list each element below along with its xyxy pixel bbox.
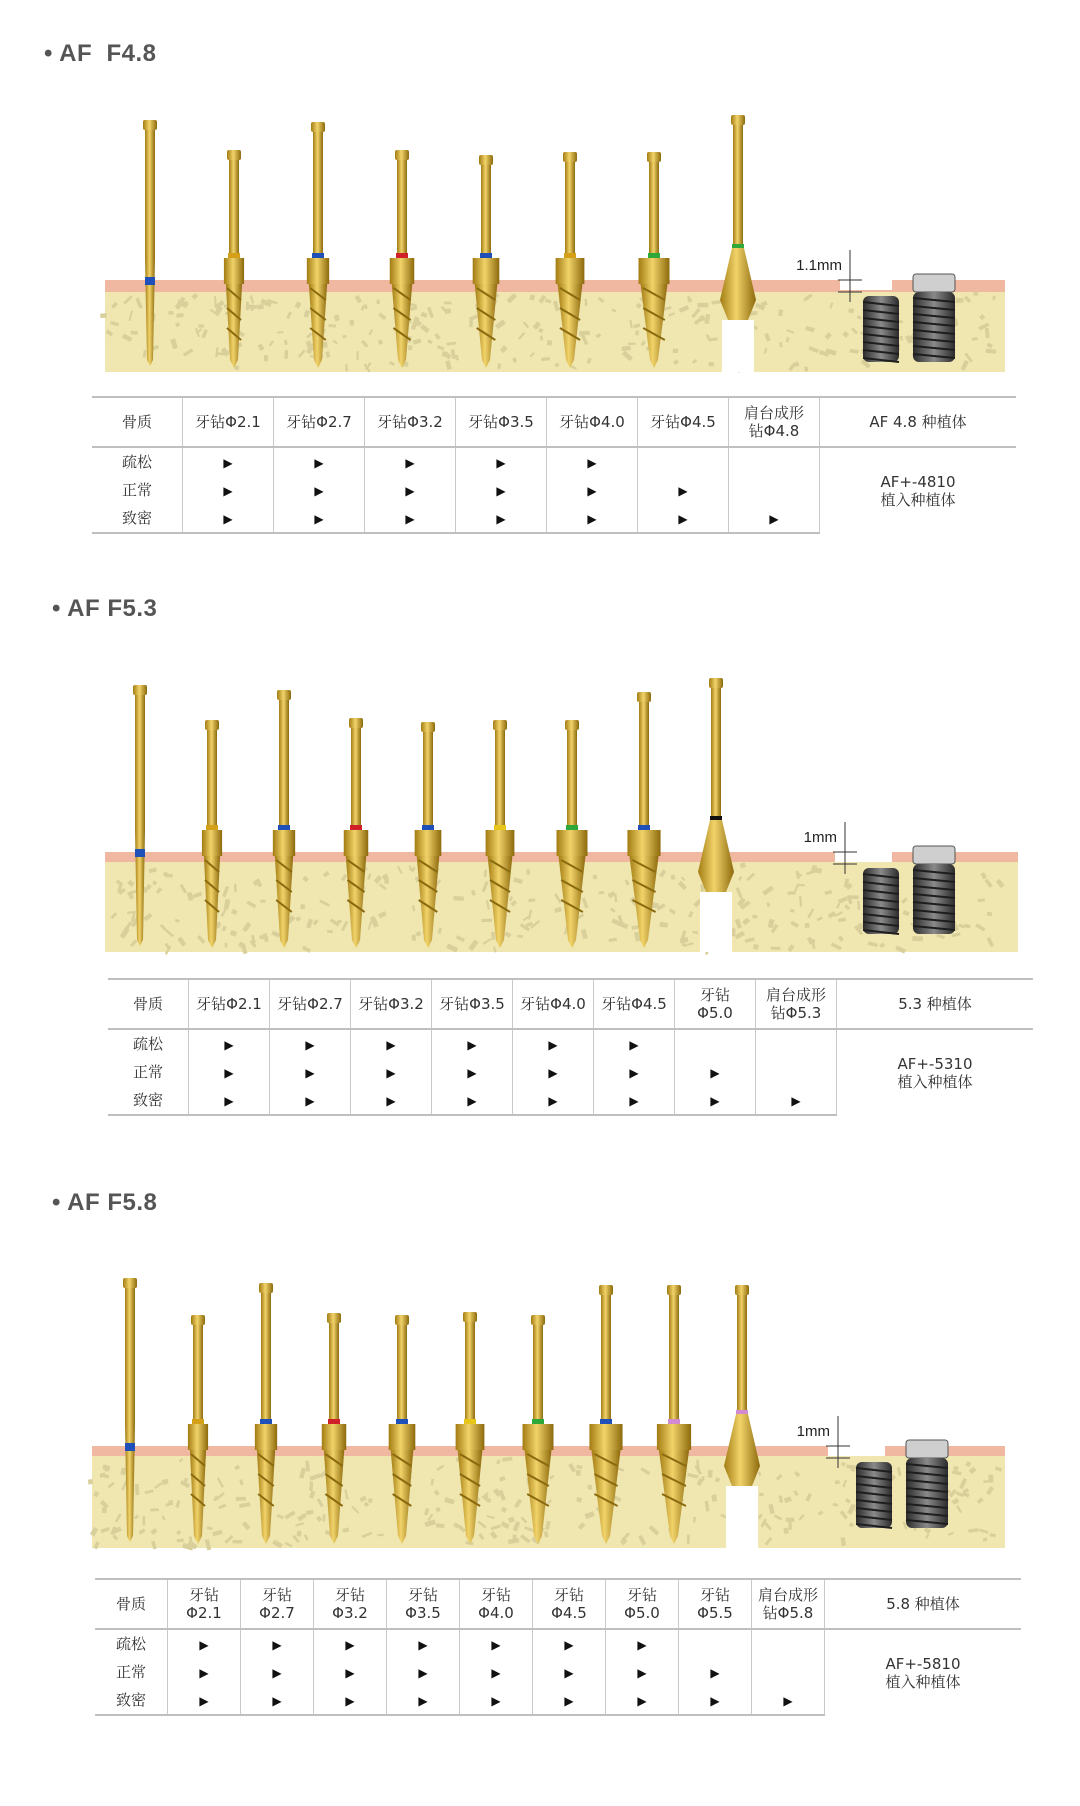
- play-triangle-icon: ▶: [710, 1666, 720, 1680]
- section-title: • AF F4.8: [44, 40, 157, 67]
- play-triangle-icon: ▶: [564, 1638, 574, 1652]
- play-triangle-icon: ▶: [678, 484, 688, 498]
- header-drill: 牙钻 Φ5.0: [675, 979, 756, 1029]
- drill-collar: [322, 1424, 346, 1450]
- drill-latch: [735, 1285, 749, 1295]
- play-triangle-icon: ▶: [637, 1694, 647, 1708]
- row-label: 正常: [115, 1663, 146, 1681]
- header-drill: 牙钻Φ3.2: [365, 397, 456, 447]
- play-triangle-icon: ▶: [386, 1066, 396, 1080]
- drill-shaft: [669, 1295, 679, 1424]
- play-triangle-icon: ▶: [224, 1094, 234, 1108]
- drill-shaft: [601, 1295, 611, 1424]
- table-cell: [533, 1629, 606, 1658]
- table-cell: [460, 1658, 533, 1686]
- play-triangle-icon: ▶: [587, 456, 597, 470]
- table-cell: [168, 1686, 241, 1715]
- play-triangle-icon: ▶: [199, 1666, 209, 1680]
- row-label: 致密: [92, 504, 183, 533]
- drill-collar: [456, 1424, 485, 1450]
- play-triangle-icon: ▶: [345, 1666, 355, 1680]
- play-triangle-icon: ▶: [418, 1694, 428, 1708]
- table-cell: [241, 1629, 314, 1658]
- play-triangle-icon: ▶: [491, 1694, 501, 1708]
- table-cell: [314, 1686, 387, 1715]
- table-cell: [387, 1658, 460, 1686]
- play-triangle-icon: ▶: [548, 1038, 558, 1052]
- table-cell: [606, 1686, 679, 1715]
- color-band: [736, 1410, 748, 1414]
- header-drill: 牙钻Φ2.1: [189, 979, 270, 1029]
- play-triangle-icon: ▶: [496, 512, 506, 526]
- drill-latch: [463, 1312, 477, 1322]
- color-band: [125, 1443, 135, 1451]
- table-cell: [533, 1658, 606, 1686]
- table-cell: [314, 1629, 387, 1658]
- header-drill: 牙钻 Φ3.5: [387, 1579, 460, 1629]
- header-drill: 牙钻 Φ2.7: [241, 1579, 314, 1629]
- play-triangle-icon: ▶: [272, 1694, 282, 1708]
- play-triangle-icon: ▶: [496, 456, 506, 470]
- row-label: 正常: [121, 481, 152, 499]
- drill-collar: [389, 1424, 416, 1450]
- play-triangle-icon: ▶: [305, 1038, 315, 1052]
- play-triangle-icon: ▶: [224, 1038, 234, 1052]
- table-cell: [241, 1658, 314, 1686]
- row-label: 致密: [95, 1686, 168, 1715]
- play-triangle-icon: ▶: [314, 512, 324, 526]
- play-triangle-icon: ▶: [564, 1666, 574, 1680]
- header-drill: 牙钻Φ2.7: [274, 397, 365, 447]
- table-cell: [168, 1658, 241, 1686]
- color-band: [192, 1419, 204, 1424]
- header-drill: 牙钻 Φ2.1: [168, 1579, 241, 1629]
- header-drill: 牙钻 Φ5.5: [679, 1579, 752, 1629]
- play-triangle-icon: ▶: [629, 1094, 639, 1108]
- play-triangle-icon: ▶: [678, 512, 688, 526]
- measure-label: 1mm: [796, 1423, 830, 1440]
- drill-latch: [531, 1315, 545, 1325]
- section-title: • AF F5.8: [52, 1189, 158, 1216]
- play-triangle-icon: ▶: [491, 1666, 501, 1680]
- implant-small: [856, 1462, 892, 1528]
- implant-code: AF+-4810 植入种植体: [820, 447, 1017, 533]
- table-cell: [752, 1629, 825, 1658]
- drill-latch: [327, 1313, 341, 1323]
- color-band: [532, 1419, 544, 1424]
- implant-code: AF+-5810 植入种植体: [825, 1629, 1022, 1715]
- play-triangle-icon: ▶: [223, 512, 233, 526]
- header-drill: 牙钻Φ3.5: [456, 397, 547, 447]
- measure-label: 1.1mm: [796, 257, 842, 274]
- play-triangle-icon: ▶: [467, 1094, 477, 1108]
- play-triangle-icon: ▶: [629, 1066, 639, 1080]
- header-implant: AF 4.8 种植体: [820, 397, 1017, 447]
- play-triangle-icon: ▶: [272, 1666, 282, 1680]
- play-triangle-icon: ▶: [710, 1694, 720, 1708]
- drill-shaft: [465, 1322, 475, 1424]
- play-triangle-icon: ▶: [405, 484, 415, 498]
- header-drill: 牙钻Φ3.5: [432, 979, 513, 1029]
- table-cell: [460, 1686, 533, 1715]
- play-triangle-icon: ▶: [637, 1638, 647, 1652]
- header-drill: 牙钻 Φ3.2: [314, 1579, 387, 1629]
- table-cell: [533, 1686, 606, 1715]
- table-cell: [460, 1629, 533, 1658]
- play-triangle-icon: ▶: [769, 512, 779, 526]
- drill-shaft: [533, 1325, 543, 1424]
- play-triangle-icon: ▶: [345, 1694, 355, 1708]
- table-cell: [606, 1629, 679, 1658]
- implant-collar: [906, 1440, 948, 1458]
- drill-collar: [657, 1424, 691, 1450]
- play-triangle-icon: ▶: [496, 484, 506, 498]
- section-title: • AF F5.3: [52, 595, 158, 622]
- play-triangle-icon: ▶: [386, 1094, 396, 1108]
- color-band: [600, 1419, 612, 1424]
- table-cell: [752, 1686, 825, 1715]
- table-cell: [387, 1686, 460, 1715]
- play-triangle-icon: ▶: [345, 1638, 355, 1652]
- header-drill: 牙钻 Φ4.5: [533, 1579, 606, 1629]
- color-band: [464, 1419, 476, 1424]
- drill-latch: [123, 1278, 137, 1288]
- implant-code: AF+-5310 植入种植体: [837, 1029, 1034, 1115]
- implant-large: [906, 1440, 948, 1528]
- play-triangle-icon: ▶: [637, 1666, 647, 1680]
- header-drill: 牙钻Φ4.0: [513, 979, 594, 1029]
- drill-collar: [589, 1424, 622, 1450]
- table-cell: [606, 1658, 679, 1686]
- table-cell: [387, 1629, 460, 1658]
- play-triangle-icon: ▶: [564, 1694, 574, 1708]
- table-cell: [679, 1686, 752, 1715]
- drill-shaft: [329, 1323, 339, 1424]
- drill-latch: [395, 1315, 409, 1325]
- play-triangle-icon: ▶: [587, 484, 597, 498]
- play-triangle-icon: ▶: [491, 1638, 501, 1652]
- header-bone-quality: 骨质: [92, 397, 183, 447]
- drill-collar: [255, 1424, 277, 1450]
- header-drill: 牙钻Φ4.5: [594, 979, 675, 1029]
- play-triangle-icon: ▶: [314, 456, 324, 470]
- drill-head: [724, 1414, 760, 1486]
- table-cell: [679, 1629, 752, 1658]
- play-triangle-icon: ▶: [305, 1066, 315, 1080]
- header-implant: 5.3 种植体: [837, 979, 1034, 1029]
- color-band: [260, 1419, 272, 1424]
- drill: [724, 1285, 760, 1548]
- drill-latch: [667, 1285, 681, 1295]
- play-triangle-icon: ▶: [783, 1694, 793, 1708]
- header-drill: 牙钻Φ2.1: [183, 397, 274, 447]
- header-drill: 牙钻 Φ5.0: [606, 1579, 679, 1629]
- play-triangle-icon: ▶: [314, 484, 324, 498]
- play-triangle-icon: ▶: [710, 1066, 720, 1080]
- row-label: 致密: [108, 1086, 189, 1115]
- play-triangle-icon: ▶: [710, 1094, 720, 1108]
- play-triangle-icon: ▶: [467, 1038, 477, 1052]
- header-drill: 牙钻 Φ4.0: [460, 1579, 533, 1629]
- play-triangle-icon: ▶: [418, 1666, 428, 1680]
- drill-socket: [726, 1486, 758, 1548]
- drill-shaft: [737, 1295, 747, 1414]
- play-triangle-icon: ▶: [587, 512, 597, 526]
- play-triangle-icon: ▶: [199, 1638, 209, 1652]
- row-label: 正常: [132, 1063, 163, 1081]
- drill-shaft: [193, 1325, 203, 1424]
- header-drill: 肩台成形 钻Φ4.8: [729, 397, 820, 447]
- play-triangle-icon: ▶: [548, 1066, 558, 1080]
- table-cell: [314, 1658, 387, 1686]
- table-header-row: [95, 1579, 1021, 1629]
- header-drill: 牙钻Φ2.7: [270, 979, 351, 1029]
- implant-body: [906, 1458, 948, 1528]
- play-triangle-icon: ▶: [467, 1066, 477, 1080]
- drill-collar: [188, 1424, 208, 1450]
- table-row: [95, 1629, 1021, 1658]
- header-bone-quality: 骨质: [95, 1579, 168, 1629]
- table-cell: [752, 1658, 825, 1686]
- drill-shaft: [125, 1288, 135, 1424]
- header-drill: 牙钻Φ4.0: [547, 397, 638, 447]
- color-band: [328, 1419, 340, 1424]
- play-triangle-icon: ▶: [199, 1694, 209, 1708]
- play-triangle-icon: ▶: [418, 1638, 428, 1652]
- play-triangle-icon: ▶: [405, 512, 415, 526]
- color-band: [668, 1419, 680, 1424]
- header-bone-quality: 骨质: [108, 979, 189, 1029]
- table-cell: [241, 1686, 314, 1715]
- measure-label: 1mm: [803, 829, 837, 846]
- table-cell: [679, 1658, 752, 1686]
- drill-shaft: [261, 1293, 271, 1424]
- header-drill: 牙钻Φ4.5: [638, 397, 729, 447]
- play-triangle-icon: ▶: [629, 1038, 639, 1052]
- play-triangle-icon: ▶: [405, 456, 415, 470]
- header-drill: 牙钻Φ3.2: [351, 979, 432, 1029]
- play-triangle-icon: ▶: [386, 1038, 396, 1052]
- drill-latch: [191, 1315, 205, 1325]
- row-label: 疏松: [115, 1635, 146, 1653]
- play-triangle-icon: ▶: [272, 1638, 282, 1652]
- drill-collar: [523, 1424, 554, 1450]
- row-label: 疏松: [121, 453, 152, 471]
- play-triangle-icon: ▶: [223, 456, 233, 470]
- play-triangle-icon: ▶: [791, 1094, 801, 1108]
- play-triangle-icon: ▶: [305, 1094, 315, 1108]
- drill-latch: [259, 1283, 273, 1293]
- play-triangle-icon: ▶: [548, 1094, 558, 1108]
- row-label: 疏松: [132, 1035, 163, 1053]
- header-drill: 肩台成形 钻Φ5.8: [752, 1579, 825, 1629]
- color-band: [396, 1419, 408, 1424]
- drill-table: [95, 1578, 1021, 1716]
- table-cell: [168, 1629, 241, 1658]
- drill-shaft: [397, 1325, 407, 1424]
- header-implant: 5.8 种植体: [825, 1579, 1022, 1629]
- play-triangle-icon: ▶: [224, 1066, 234, 1080]
- play-triangle-icon: ▶: [223, 484, 233, 498]
- drill-latch: [599, 1285, 613, 1295]
- header-drill: 肩台成形 钻Φ5.3: [756, 979, 837, 1029]
